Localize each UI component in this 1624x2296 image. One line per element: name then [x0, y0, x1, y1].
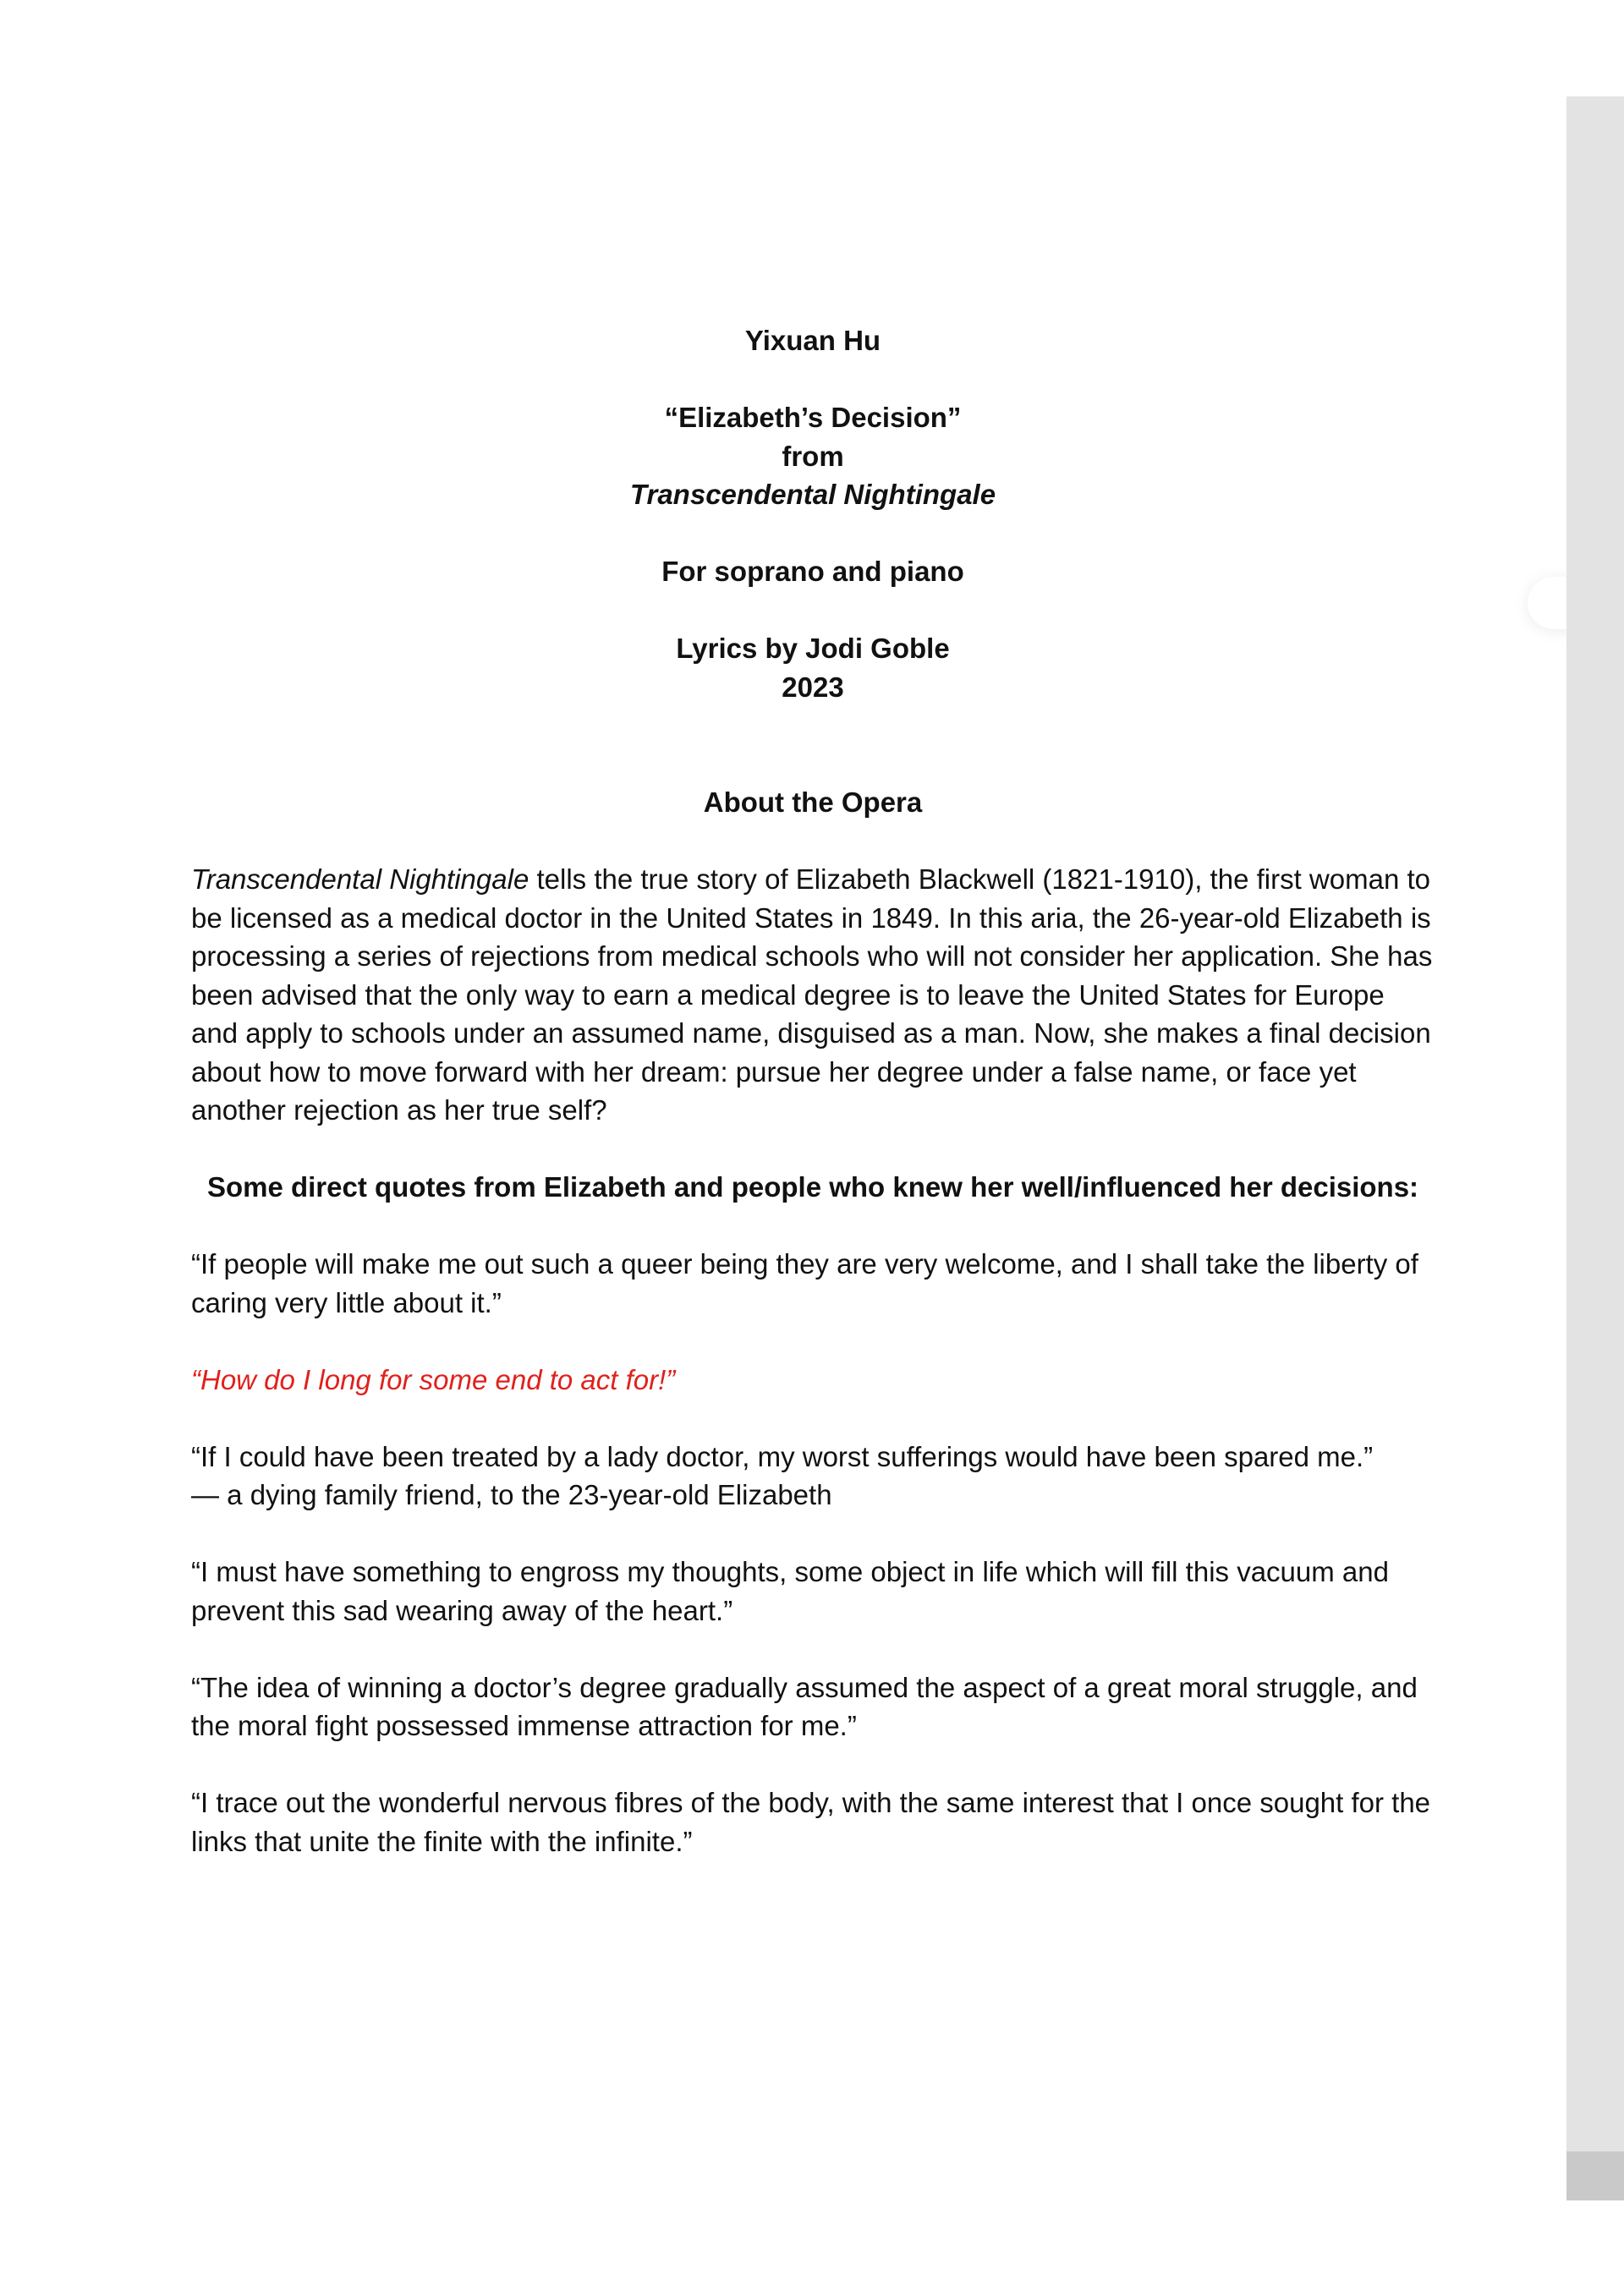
about-paragraph [191, 860, 1435, 1130]
instrumentation: For soprano and piano [661, 556, 964, 587]
about-heading: About the Opera [703, 786, 923, 818]
about-text: tells the true story of Elizabeth Blackwell (1821-1910), the first woman to be licensed as a medical doctor in the United States in 1849. In this aria, the 26-year-old Elizabeth is processing a series of rejections from medical schools who will not consider her application. She has been advised that the only way to earn a medical degree is to leave the United States for Europe and apply to schools under an assumed name, disguised as a man. Now, she makes a final decision about how to move forward with her dream: pursue her degree under a false name, or face yet another rejection as her true self? [191, 863, 1433, 1126]
quote-1: “If people will make me out such a queer being they are very welcome, and I shall take the liberty of caring very little about it.” [191, 1248, 1418, 1318]
quote-3-attribution: — a dying family friend, to the 23-year-old Elizabeth [191, 1479, 832, 1510]
quote-5: “The idea of winning a doctor’s degree gradually assumed the aspect of a great moral struggle, and the moral fight possessed immense attraction for me.” [191, 1671, 1418, 1741]
year: 2023 [782, 671, 844, 703]
document-content [191, 321, 1435, 1860]
opera-title: Transcendental Nightingale [629, 479, 996, 510]
about-opera-title: Transcendental Nightingale [191, 863, 529, 895]
composer-name: Yixuan Hu [744, 325, 881, 356]
from-label: from [782, 440, 844, 472]
quote-4: “I must have something to engross my thoughts, some object in life which will fill this vacuum and prevent this sad wearing away of the heart.” [191, 1556, 1389, 1626]
quotes-heading: Some direct quotes from Elizabeth and people who knew her well/influenced her decisions: [206, 1171, 1419, 1203]
quote-highlighted: “How do I long for some end to act for!” [191, 1363, 676, 1395]
vertical-scrollbar[interactable] [1566, 96, 1624, 2200]
lyrics-credit: Lyrics by Jodi Goble [676, 633, 950, 664]
quote-3: “If I could have been treated by a lady doctor, my worst sufferings would have been spared me.” [191, 1440, 1374, 1472]
song-title: “Elizabeth’s Decision” [664, 402, 962, 433]
quote-6: “I trace out the wonderful nervous fibres of the body, with the same interest that I once sought for the links that unite the finite with the infinite.” [191, 1787, 1431, 1857]
scrollbar-thumb[interactable] [1566, 2151, 1624, 2200]
